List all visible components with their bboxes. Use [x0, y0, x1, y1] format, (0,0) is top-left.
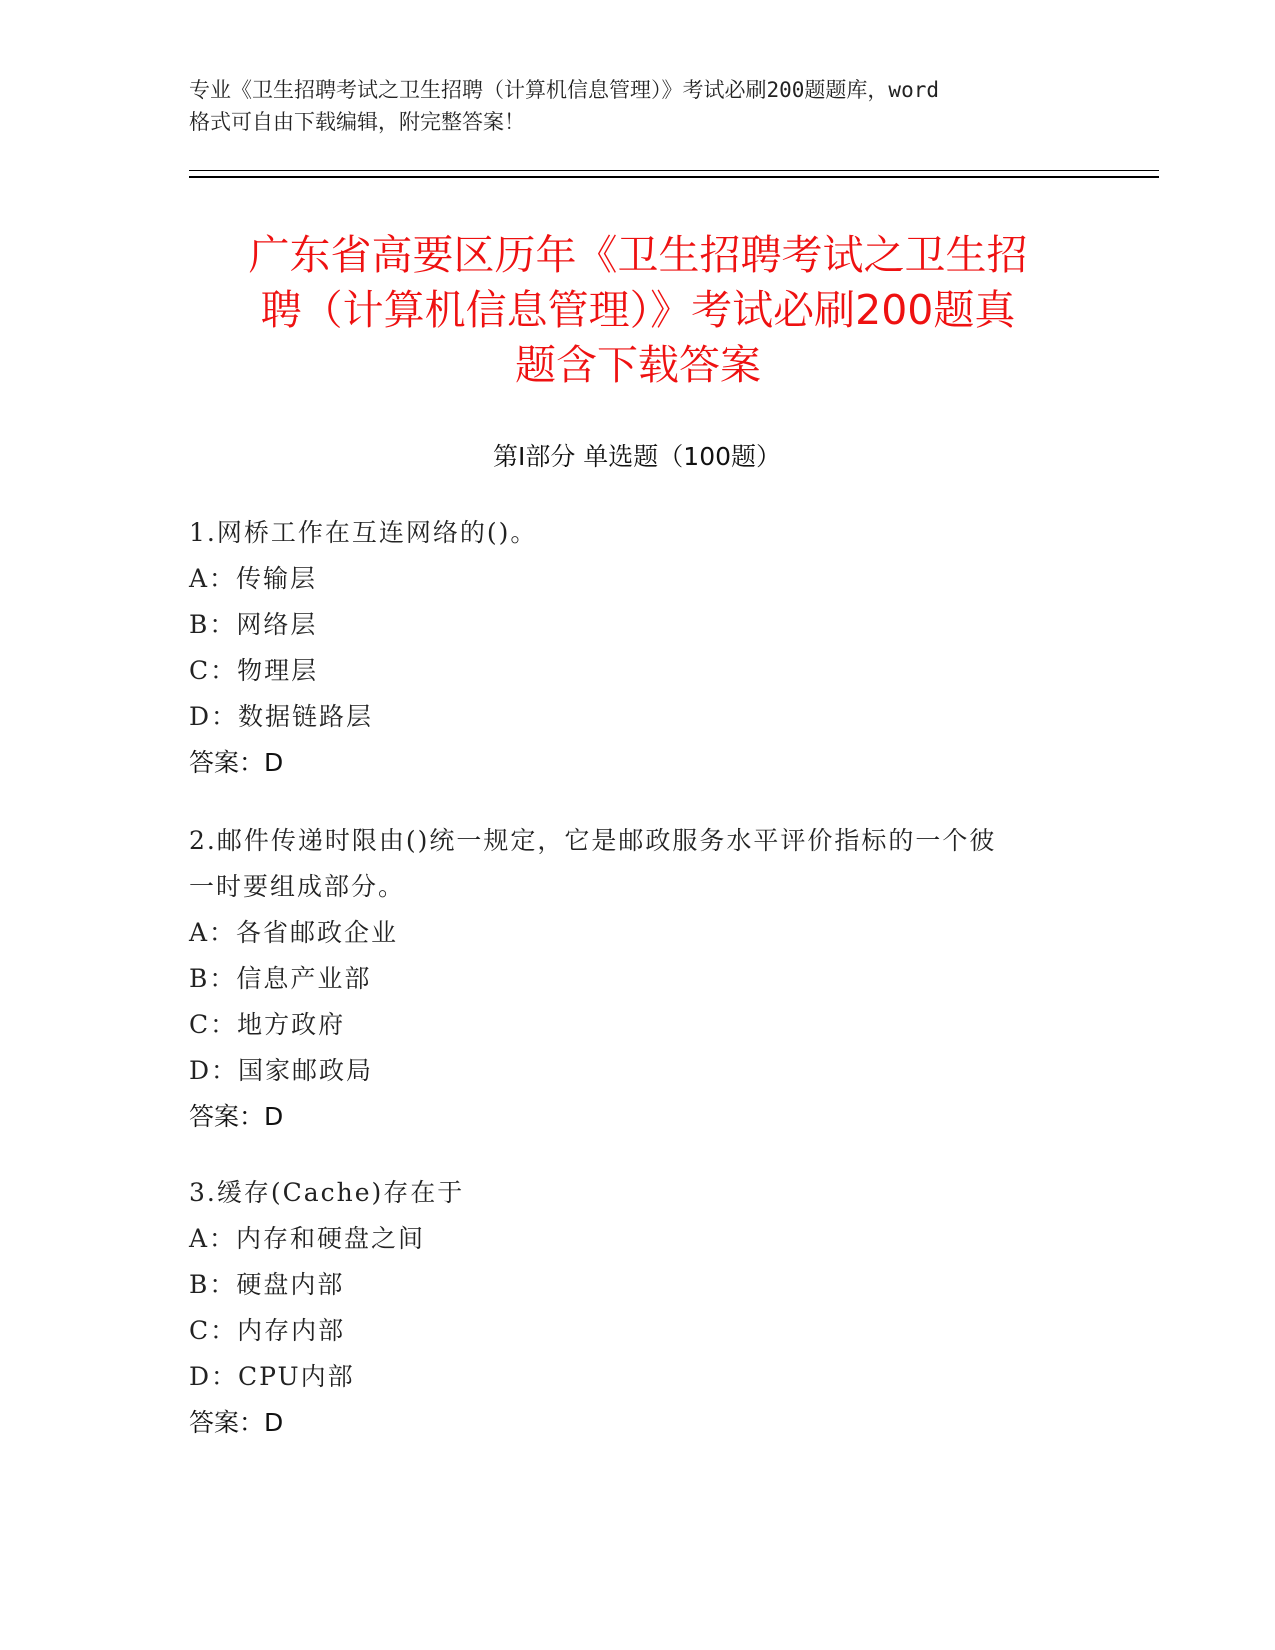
document-title-line-2: 聘（计算机信息管理）》考试必刷200题真 [260, 286, 1016, 334]
question-3-option-c: C：内存内部 [189, 1316, 346, 1345]
question-1-option-d: D：数据链路层 [189, 702, 374, 731]
question-1-option-c: C：物理层 [189, 656, 319, 685]
question-1-stem: 1.网桥工作在互连网络的()。 [189, 518, 538, 547]
document-title-line-3: 题含下载答案 [515, 341, 761, 389]
header-divider-thick [189, 176, 1159, 178]
header-note-line-2: 格式可自由下载编辑，附完整答案！ [189, 110, 525, 134]
document-title-line-1: 广东省高要区历年《卫生招聘考试之卫生招 [248, 231, 1028, 279]
question-1-option-a: A：传输层 [189, 564, 318, 593]
question-2-option-d: D：国家邮政局 [189, 1056, 374, 1085]
question-1-answer: 答案：D [189, 748, 284, 777]
question-2-option-a: A：各省邮政企业 [189, 918, 399, 947]
question-3-option-a: A：内存和硬盘之间 [189, 1224, 426, 1253]
question-2 [189, 818, 1069, 1140]
section-heading: 第Ⅰ部分 单选题（100题） [492, 442, 782, 471]
document-title [190, 228, 1086, 393]
header-divider-thin [189, 170, 1159, 171]
question-1 [189, 510, 1069, 786]
question-3-option-b: B：硬盘内部 [189, 1270, 345, 1299]
question-3-stem: 3.缓存(Cache)存在于 [189, 1178, 465, 1207]
question-2-stem-line-2: 一时要组成部分。 [189, 872, 406, 901]
header-note-line-1: 专业《卫生招聘考试之卫生招聘（计算机信息管理）》考试必刷200题题库，word [189, 78, 939, 102]
question-2-stem-line-1: 2.邮件传递时限由()统一规定，它是邮政服务水平评价指标的一个彼 [189, 826, 997, 855]
question-3 [189, 1170, 1069, 1446]
question-2-option-c: C：地方政府 [189, 1010, 346, 1039]
question-3-answer: 答案：D [189, 1408, 284, 1437]
question-1-option-b: B：网络层 [189, 610, 318, 639]
header-note [189, 74, 1089, 138]
question-3-option-d: D：CPU内部 [189, 1362, 355, 1391]
question-2-answer: 答案：D [189, 1102, 284, 1131]
question-2-option-b: B：信息产业部 [189, 964, 372, 993]
